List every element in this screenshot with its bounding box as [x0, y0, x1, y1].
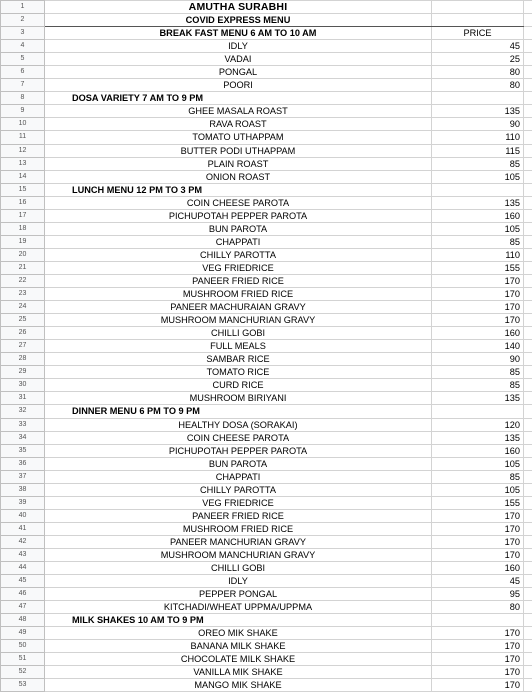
menu-item-price[interactable] [432, 183, 524, 196]
menu-item-price[interactable]: 85 [432, 157, 524, 170]
menu-row [1, 588, 532, 601]
menu-item-name[interactable]: IDLY [45, 40, 432, 53]
menu-row [1, 248, 532, 261]
menu-item-name[interactable]: PICHUPOTAH PEPPER PAROTA [45, 444, 432, 457]
menu-subtitle[interactable]: COVID EXPRESS MENU [45, 14, 432, 27]
menu-item-price[interactable]: 105 [432, 457, 524, 470]
row-number[interactable]: 38 [1, 483, 45, 496]
menu-item-price[interactable] [432, 92, 524, 105]
row-number[interactable]: 17 [1, 209, 45, 222]
menu-item-price[interactable]: 140 [432, 340, 524, 353]
menu-item-name[interactable]: PANEER MANCHURIAN GRAVY [45, 535, 432, 548]
empty-cell[interactable] [524, 261, 532, 274]
row-number[interactable]: 32 [1, 405, 45, 418]
section-heading[interactable]: MILK SHAKES 10 AM TO 9 PM [45, 614, 432, 627]
empty-cell[interactable] [524, 105, 532, 118]
menu-row [1, 470, 532, 483]
empty-cell[interactable] [524, 131, 532, 144]
restaurant-name[interactable]: AMUTHA SURABHI [45, 1, 432, 14]
menu-item-name[interactable]: FULL MEALS [45, 340, 432, 353]
menu-row [1, 679, 532, 692]
empty-cell[interactable] [524, 575, 532, 588]
menu-item-price[interactable] [432, 14, 524, 27]
empty-cell[interactable] [524, 40, 532, 53]
menu-item-name[interactable]: PANEER MACHURAIAN GRAVY [45, 301, 432, 314]
menu-row [1, 222, 532, 235]
menu-item-price[interactable]: 135 [432, 431, 524, 444]
empty-cell[interactable] [524, 627, 532, 640]
row-number[interactable]: 26 [1, 327, 45, 340]
menu-item-name[interactable]: COIN CHEESE PAROTA [45, 196, 432, 209]
row-number[interactable]: 27 [1, 340, 45, 353]
row-number[interactable]: 22 [1, 274, 45, 287]
empty-cell[interactable] [524, 470, 532, 483]
menu-item-price[interactable]: 170 [432, 535, 524, 548]
menu-row [1, 66, 532, 79]
empty-cell[interactable] [524, 353, 532, 366]
empty-cell[interactable] [524, 288, 532, 301]
menu-item-name[interactable]: TOMATO UTHAPPAM [45, 131, 432, 144]
row-number[interactable]: 47 [1, 601, 45, 614]
menu-item-price[interactable]: 85 [432, 470, 524, 483]
menu-row [1, 483, 532, 496]
menu-row [1, 575, 532, 588]
menu-row [1, 288, 532, 301]
menu-item-name[interactable]: PEPPER PONGAL [45, 588, 432, 601]
menu-item-price[interactable]: 85 [432, 379, 524, 392]
empty-cell[interactable] [524, 418, 532, 431]
menu-item-name[interactable]: CHOCOLATE MILK SHAKE [45, 653, 432, 666]
row-number[interactable]: 25 [1, 314, 45, 327]
section-heading[interactable]: DOSA VARIETY 7 AM TO 9 PM [45, 92, 432, 105]
menu-item-name[interactable]: MUSHROOM MANCHURIAN GRAVY [45, 548, 432, 561]
row-number[interactable]: 33 [1, 418, 45, 431]
menu-row [1, 209, 532, 222]
row-number[interactable]: 28 [1, 353, 45, 366]
empty-cell[interactable] [524, 157, 532, 170]
section-row [1, 405, 532, 418]
empty-cell[interactable] [524, 314, 532, 327]
menu-item-name[interactable]: CHILLY PAROTTA [45, 248, 432, 261]
price-column-header[interactable]: PRICE [432, 27, 524, 40]
menu-item-name[interactable]: CHILLI GOBI [45, 327, 432, 340]
menu-item-price[interactable]: 170 [432, 274, 524, 287]
menu-item-price[interactable]: 155 [432, 496, 524, 509]
empty-cell[interactable] [524, 457, 532, 470]
menu-item-name[interactable]: COIN CHEESE PAROTA [45, 431, 432, 444]
empty-cell[interactable] [524, 66, 532, 79]
row-number[interactable]: 51 [1, 653, 45, 666]
menu-item-price[interactable]: 120 [432, 418, 524, 431]
menu-item-price[interactable]: 105 [432, 222, 524, 235]
section-heading[interactable]: BREAK FAST MENU 6 AM TO 10 AM [45, 27, 432, 40]
menu-item-price[interactable]: 45 [432, 40, 524, 53]
menu-row [1, 235, 532, 248]
row-number[interactable]: 44 [1, 562, 45, 575]
menu-item-name[interactable]: MUSHROOM FRIED RICE [45, 288, 432, 301]
row-number[interactable]: 50 [1, 640, 45, 653]
row-number[interactable]: 45 [1, 575, 45, 588]
empty-cell[interactable] [524, 27, 532, 40]
empty-cell[interactable] [524, 301, 532, 314]
menu-row [1, 392, 532, 405]
menu-item-name[interactable]: CHAPPATI [45, 235, 432, 248]
menu-row [1, 431, 532, 444]
empty-cell[interactable] [524, 522, 532, 535]
menu-row [1, 157, 532, 170]
section-row [1, 614, 532, 627]
row-number[interactable]: 31 [1, 392, 45, 405]
menu-item-price[interactable]: 170 [432, 522, 524, 535]
menu-item-price[interactable]: 170 [432, 314, 524, 327]
empty-cell[interactable] [524, 209, 532, 222]
menu-item-price[interactable]: 85 [432, 235, 524, 248]
row-number[interactable]: 11 [1, 131, 45, 144]
row-number[interactable]: 34 [1, 431, 45, 444]
empty-cell[interactable] [524, 274, 532, 287]
menu-item-price[interactable]: 170 [432, 548, 524, 561]
menu-item-price[interactable] [432, 1, 524, 14]
menu-item-price[interactable]: 135 [432, 392, 524, 405]
menu-item-name[interactable]: PLAIN ROAST [45, 157, 432, 170]
menu-row [1, 366, 532, 379]
menu-row [1, 301, 532, 314]
empty-cell[interactable] [524, 235, 532, 248]
empty-cell[interactable] [524, 666, 532, 679]
row-number[interactable]: 16 [1, 196, 45, 209]
menu-item-price[interactable]: 160 [432, 444, 524, 457]
menu-item-name[interactable]: BUN PAROTA [45, 457, 432, 470]
menu-item-price[interactable]: 170 [432, 288, 524, 301]
menu-item-price[interactable]: 170 [432, 627, 524, 640]
header-row [1, 27, 532, 40]
menu-item-name[interactable]: BUN PAROTA [45, 222, 432, 235]
section-heading[interactable]: DINNER MENU 6 PM TO 9 PM [45, 405, 432, 418]
empty-cell[interactable] [524, 679, 532, 692]
row-number[interactable]: 52 [1, 666, 45, 679]
menu-item-price[interactable]: 80 [432, 79, 524, 92]
menu-row [1, 340, 532, 353]
row-number[interactable]: 37 [1, 470, 45, 483]
section-row [1, 183, 532, 196]
menu-row [1, 640, 532, 653]
menu-item-price[interactable]: 45 [432, 575, 524, 588]
empty-cell[interactable] [524, 548, 532, 561]
row-number[interactable]: 14 [1, 170, 45, 183]
section-heading[interactable]: LUNCH MENU 12 PM TO 3 PM [45, 183, 432, 196]
menu-item-name[interactable]: VEG FRIEDRICE [45, 261, 432, 274]
row-number[interactable]: 6 [1, 66, 45, 79]
empty-cell[interactable] [524, 601, 532, 614]
menu-item-price[interactable]: 115 [432, 144, 524, 157]
menu-row [1, 131, 532, 144]
row-number[interactable]: 39 [1, 496, 45, 509]
menu-row [1, 261, 532, 274]
menu-row [1, 562, 532, 575]
menu-row [1, 105, 532, 118]
menu-row [1, 418, 532, 431]
empty-cell[interactable] [524, 653, 532, 666]
empty-cell[interactable] [524, 405, 532, 418]
row-number[interactable]: 12 [1, 144, 45, 157]
menu-item-price[interactable]: 160 [432, 327, 524, 340]
empty-cell[interactable] [524, 509, 532, 522]
menu-item-price[interactable]: 80 [432, 66, 524, 79]
row-number[interactable]: 4 [1, 40, 45, 53]
menu-item-name[interactable]: CURD RICE [45, 379, 432, 392]
empty-cell[interactable] [524, 366, 532, 379]
menu-item-price[interactable]: 170 [432, 301, 524, 314]
menu-item-price[interactable]: 105 [432, 483, 524, 496]
menu-item-name[interactable]: ONION ROAST [45, 170, 432, 183]
menu-row [1, 496, 532, 509]
row-number[interactable]: 41 [1, 522, 45, 535]
menu-item-name[interactable]: CHILLY PAROTTA [45, 483, 432, 496]
menu-item-price[interactable]: 25 [432, 53, 524, 66]
empty-cell[interactable] [524, 14, 532, 27]
row-number[interactable]: 2 [1, 14, 45, 27]
menu-item-price[interactable]: 110 [432, 248, 524, 261]
empty-cell[interactable] [524, 431, 532, 444]
menu-row [1, 457, 532, 470]
menu-item-name[interactable]: SAMBAR RICE [45, 353, 432, 366]
empty-cell[interactable] [524, 248, 532, 261]
menu-item-price[interactable]: 170 [432, 509, 524, 522]
empty-cell[interactable] [524, 92, 532, 105]
menu-item-price[interactable] [432, 405, 524, 418]
empty-cell[interactable] [524, 392, 532, 405]
menu-row [1, 666, 532, 679]
row-number[interactable]: 20 [1, 248, 45, 261]
row-number[interactable]: 7 [1, 79, 45, 92]
row-number[interactable]: 24 [1, 301, 45, 314]
row-number[interactable]: 35 [1, 444, 45, 457]
row-number[interactable]: 43 [1, 548, 45, 561]
menu-row [1, 601, 532, 614]
row-number[interactable]: 53 [1, 679, 45, 692]
menu-row [1, 379, 532, 392]
menu-item-name[interactable]: OREO MIK SHAKE [45, 627, 432, 640]
menu-item-price[interactable]: 170 [432, 666, 524, 679]
empty-cell[interactable] [524, 340, 532, 353]
empty-cell[interactable] [524, 535, 532, 548]
menu-row [1, 653, 532, 666]
menu-item-price[interactable] [432, 614, 524, 627]
menu-item-price[interactable]: 160 [432, 209, 524, 222]
menu-item-name[interactable]: PONGAL [45, 66, 432, 79]
empty-cell[interactable] [524, 144, 532, 157]
menu-item-price[interactable]: 90 [432, 353, 524, 366]
row-number[interactable]: 40 [1, 509, 45, 522]
menu-row [1, 509, 532, 522]
row-number[interactable]: 3 [1, 27, 45, 40]
menu-item-name[interactable]: PANEER FRIED RICE [45, 274, 432, 287]
menu-item-price[interactable]: 155 [432, 261, 524, 274]
menu-item-name[interactable]: MUSHROOM MANCHURIAN GRAVY [45, 314, 432, 327]
menu-item-name[interactable]: VEG FRIEDRICE [45, 496, 432, 509]
row-number[interactable]: 15 [1, 183, 45, 196]
row-number[interactable]: 13 [1, 157, 45, 170]
menu-item-name[interactable]: IDLY [45, 575, 432, 588]
menu-row [1, 274, 532, 287]
menu-item-name[interactable]: BUTTER PODI UTHAPPAM [45, 144, 432, 157]
empty-cell[interactable] [524, 183, 532, 196]
empty-cell[interactable] [524, 444, 532, 457]
row-number[interactable]: 8 [1, 92, 45, 105]
menu-item-price[interactable]: 80 [432, 601, 524, 614]
row-number[interactable]: 9 [1, 105, 45, 118]
row-number[interactable]: 42 [1, 535, 45, 548]
row-number[interactable]: 21 [1, 261, 45, 274]
section-row [1, 92, 532, 105]
menu-item-price[interactable]: 135 [432, 105, 524, 118]
menu-row [1, 144, 532, 157]
menu-row [1, 170, 532, 183]
menu-item-price[interactable]: 170 [432, 640, 524, 653]
row-number[interactable]: 10 [1, 118, 45, 131]
menu-item-name[interactable]: PICHUPOTAH PEPPER PAROTA [45, 209, 432, 222]
menu-item-name[interactable]: GHEE MASALA ROAST [45, 105, 432, 118]
menu-item-name[interactable]: CHILLI GOBI [45, 562, 432, 575]
row-number[interactable]: 46 [1, 588, 45, 601]
empty-cell[interactable] [524, 614, 532, 627]
sheet-body [1, 1, 532, 692]
row-number[interactable]: 29 [1, 366, 45, 379]
menu-item-name[interactable]: KITCHADI/WHEAT UPPMA/UPPMA [45, 601, 432, 614]
empty-cell[interactable] [524, 79, 532, 92]
empty-cell[interactable] [524, 640, 532, 653]
menu-row [1, 327, 532, 340]
menu-item-price[interactable]: 90 [432, 118, 524, 131]
menu-row [1, 314, 532, 327]
menu-row [1, 353, 532, 366]
row-number[interactable]: 18 [1, 222, 45, 235]
menu-row [1, 40, 532, 53]
menu-item-name[interactable]: CHAPPATI [45, 470, 432, 483]
row-number[interactable]: 1 [1, 1, 45, 14]
menu-item-name[interactable]: VADAI [45, 53, 432, 66]
empty-cell[interactable] [524, 196, 532, 209]
empty-cell[interactable] [524, 588, 532, 601]
row-number[interactable]: 48 [1, 614, 45, 627]
menu-row [1, 53, 532, 66]
empty-cell[interactable] [524, 222, 532, 235]
menu-item-name[interactable]: POORI [45, 79, 432, 92]
menu-row [1, 535, 532, 548]
row-number[interactable]: 23 [1, 288, 45, 301]
menu-row [1, 522, 532, 535]
menu-item-name[interactable]: VANILLA MIK SHAKE [45, 666, 432, 679]
row-number[interactable]: 5 [1, 53, 45, 66]
menu-item-price[interactable]: 85 [432, 366, 524, 379]
menu-row [1, 118, 532, 131]
menu-item-price[interactable]: 160 [432, 562, 524, 575]
menu-row [1, 627, 532, 640]
menu-row [1, 196, 532, 209]
menu-row [1, 444, 532, 457]
menu-item-price[interactable]: 170 [432, 653, 524, 666]
empty-cell[interactable] [524, 1, 532, 14]
empty-cell[interactable] [524, 562, 532, 575]
empty-cell[interactable] [524, 327, 532, 340]
row-number[interactable]: 36 [1, 457, 45, 470]
menu-row [1, 79, 532, 92]
menu-item-name[interactable]: MANGO MIK SHAKE [45, 679, 432, 692]
empty-cell[interactable] [524, 170, 532, 183]
empty-cell[interactable] [524, 118, 532, 131]
menu-item-price[interactable]: 105 [432, 170, 524, 183]
subtitle-row [1, 14, 532, 27]
menu-item-price[interactable]: 170 [432, 679, 524, 692]
menu-item-price[interactable]: 95 [432, 588, 524, 601]
empty-cell[interactable] [524, 483, 532, 496]
menu-item-name[interactable]: HEALTHY DOSA (SORAKAI) [45, 418, 432, 431]
menu-item-name[interactable]: PANEER FRIED RICE [45, 509, 432, 522]
menu-item-name[interactable]: MUSHROOM BIRIYANI [45, 392, 432, 405]
menu-item-name[interactable]: TOMATO RICE [45, 366, 432, 379]
empty-cell[interactable] [524, 53, 532, 66]
empty-cell[interactable] [524, 496, 532, 509]
menu-item-name[interactable]: RAVA ROAST [45, 118, 432, 131]
empty-cell[interactable] [524, 379, 532, 392]
row-number[interactable]: 19 [1, 235, 45, 248]
title-row [1, 1, 532, 14]
menu-row [1, 548, 532, 561]
menu-item-price[interactable]: 135 [432, 196, 524, 209]
row-number[interactable]: 30 [1, 379, 45, 392]
menu-item-name[interactable]: BANANA MILK SHAKE [45, 640, 432, 653]
menu-item-price[interactable]: 110 [432, 131, 524, 144]
menu-item-name[interactable]: MUSHROOM FRIED RICE [45, 522, 432, 535]
row-number[interactable]: 49 [1, 627, 45, 640]
